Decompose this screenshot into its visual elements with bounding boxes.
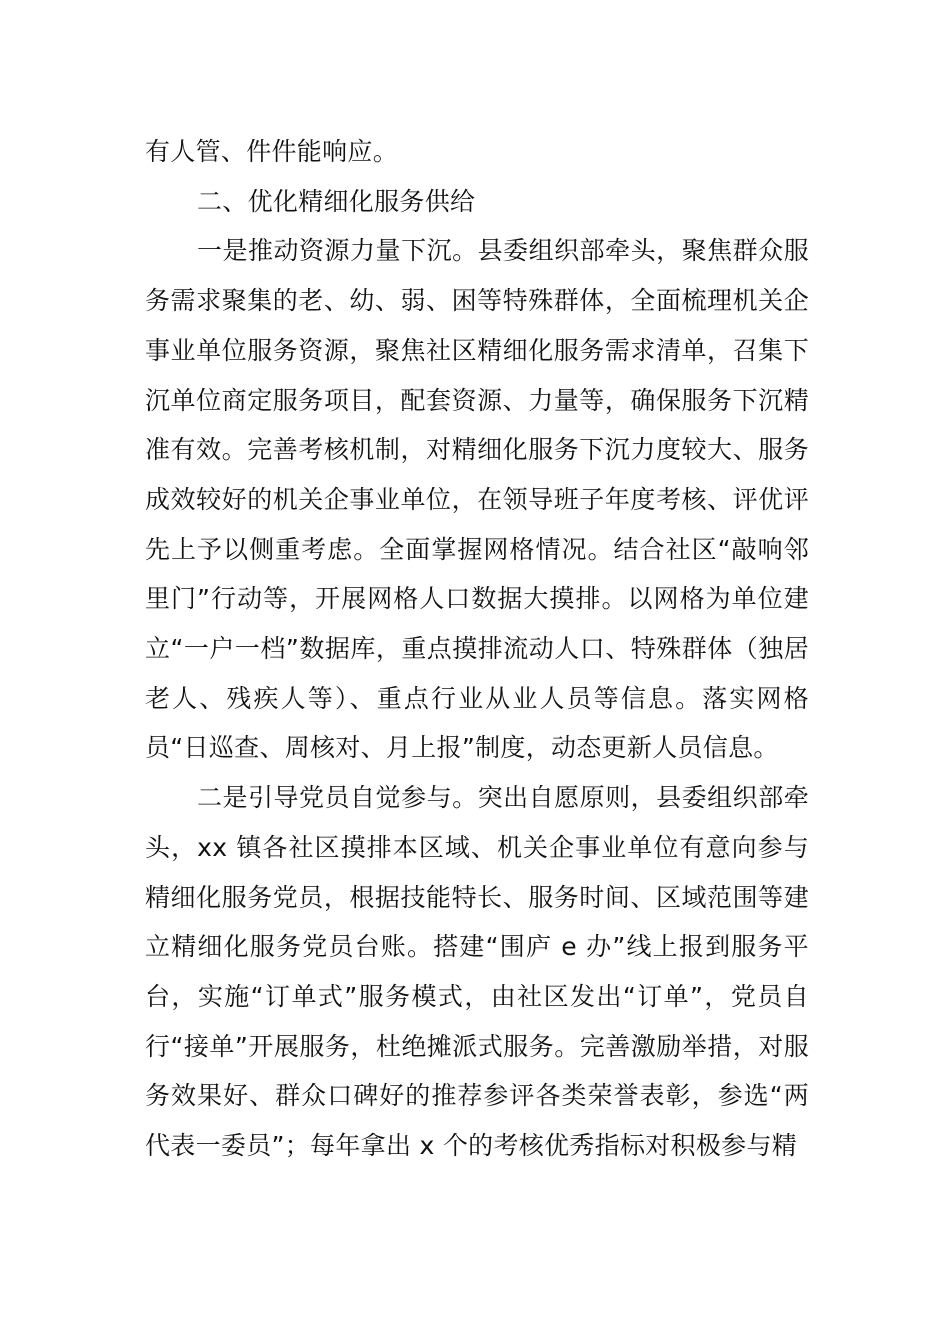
paragraph-party-members: 二是引导党员自觉参与。突出自愿原则，县委组织部牵头，xx 镇各社区摸排本区域、机关企事业单位有意向参与精细化服务党员，根据技能特长、服务时间、区域范围等建立精细化服务党员台账。搭建“围庐 e 办”线上报到服务平台，实施“订单式”服务模式，由社区发出“订单”，党员自行“接单”开展服务，杜绝摊派式服务。完善激励举措，对服务效果好、群众口碑好的推荐参评各类荣誉表彰，参选“两代表一委员”；每年拿出 x 个的考核优秀指标对积极参与精 bbox=[145, 783, 809, 1161]
paragraph-continuation: 有人管、件件能响应。 bbox=[145, 137, 399, 166]
paragraph-resources: 一是推动资源力量下沉。县委组织部牵头，聚焦群众服务需求聚集的老、幼、弱、困等特殊群体，全面梳理机关企事业单位服务资源，聚焦社区精细化服务需求清单，召集下沉单位商定服务项目，配套资源、力量等，确保服务下沉精准有效。完善考核机制，对精细化服务下沉力度较大、服务成效较好的机关企事业单位，在领导班子年度考核、评优评先上予以侧重考虑。全面掌握网格情况。结合社区“敲响邻里门”行动等，开展网格人口数据大摸排。以网格为单位建立“一户一档”数据库，重点摸排流动人口、特殊群体（独居老人、残疾人等）、重点行业从业人员等信息。落实网格员“日巡查、周核对、月上报”制度，动态更新人员信息。 bbox=[145, 236, 809, 763]
section-heading: 二、优化精细化服务供给 bbox=[197, 186, 476, 216]
document-body bbox=[145, 127, 809, 1171]
